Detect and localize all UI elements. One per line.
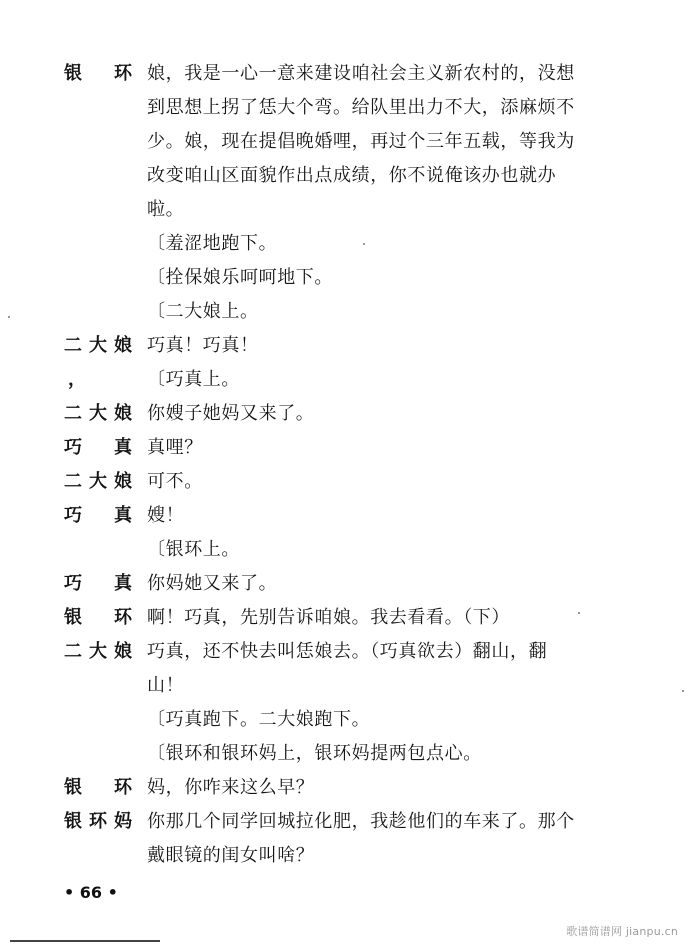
script-line <box>64 635 624 669</box>
dialogue-text: 真哩？ <box>147 437 203 458</box>
dialogue-text: 你嫂子她妈又来了。 <box>147 403 315 424</box>
speaker-name: ， <box>68 369 86 390</box>
footer-rule <box>10 940 160 942</box>
dialogue-text: 娘，我是一心一意来建设咱社会主义新农村的，没想 <box>147 63 575 84</box>
page-number: • 66 • <box>64 883 118 902</box>
script-line <box>64 465 624 499</box>
speaker-name: 二大娘 <box>64 471 132 492</box>
dialogue-text: 妈，你咋来这么早？ <box>147 777 315 798</box>
stage-direction-text: 〔羞涩地跑下。 <box>147 233 278 254</box>
script-line <box>64 57 624 91</box>
speaker-name: 银 环 <box>64 777 132 798</box>
script-line <box>64 125 624 159</box>
dialogue-text: 嫂！ <box>147 505 185 526</box>
stage-direction <box>64 737 624 771</box>
script-line <box>64 499 624 533</box>
scan-speck <box>578 612 580 614</box>
script-line <box>64 771 624 805</box>
dialogue-text: 戴眼镜的闺女叫啥？ <box>147 845 315 866</box>
speaker-name: 巧 真 <box>64 437 132 458</box>
dialogue-text: 可不。 <box>147 471 203 492</box>
play-script <box>64 57 624 873</box>
script-line <box>64 329 624 363</box>
scan-speck <box>682 690 684 692</box>
speaker-name: 二大娘 <box>64 335 132 356</box>
speaker-name: 银环妈 <box>64 811 132 832</box>
watermark: 歌谱简谱网 jianpu.cn <box>566 925 678 938</box>
dialogue-text: 到思想上拐了恁大个弯。给队里出力不大，添麻烦不 <box>147 97 575 118</box>
script-line <box>64 193 624 227</box>
speaker-name: 银 环 <box>64 63 132 84</box>
script-line <box>64 839 624 873</box>
script-line <box>64 397 624 431</box>
speaker-name: 银 环 <box>64 607 132 628</box>
script-line <box>64 601 624 635</box>
stage-direction-text: 〔巧真上。 <box>147 369 240 390</box>
dialogue-text: 少。娘，现在提倡晚婚哩，再过个三年五载，等我为 <box>147 131 575 152</box>
stage-direction <box>64 363 624 397</box>
stage-direction <box>64 261 624 295</box>
speaker-name: 巧 真 <box>64 505 132 526</box>
dialogue-text: 巧真！巧真！ <box>147 335 259 356</box>
stage-direction <box>64 703 624 737</box>
stage-direction-text: 〔银环和银环妈上，银环妈提两包点心。 <box>147 743 482 764</box>
speaker-name: 二大娘 <box>64 403 132 424</box>
script-line <box>64 91 624 125</box>
script-line <box>64 567 624 601</box>
dialogue-text: 你妈她又来了。 <box>147 573 278 594</box>
dialogue-text: 啊！巧真，先别告诉咱娘。我去看看。（下） <box>147 607 510 628</box>
stage-direction <box>64 227 624 261</box>
scan-speck <box>363 243 365 245</box>
stage-direction-text: 〔拴保娘乐呵呵地下。 <box>147 267 333 288</box>
dialogue-text: 巧真，还不快去叫恁娘去。（巧真欲去）翻山，翻 <box>147 641 548 662</box>
dialogue-text: 你那几个同学回城拉化肥，我趁他们的车来了。那个 <box>147 811 575 832</box>
speaker-name: 二大娘 <box>64 641 132 662</box>
dialogue-text: 改变咱山区面貌作出点成绩，你不说俺该办也就办 <box>147 165 557 186</box>
stage-direction <box>64 295 624 329</box>
scan-speck <box>8 316 10 318</box>
dialogue-text: 山！ <box>147 675 185 696</box>
script-line <box>64 669 624 703</box>
stage-direction <box>64 533 624 567</box>
script-line <box>64 159 624 193</box>
speaker-name: 巧 真 <box>64 573 132 594</box>
script-line <box>64 805 624 839</box>
stage-direction-text: 〔二大娘上。 <box>147 301 259 322</box>
stage-direction-text: 〔巧真跑下。二大娘跑下。 <box>147 709 371 730</box>
stage-direction-text: 〔银环上。 <box>147 539 240 560</box>
script-line <box>64 431 624 465</box>
dialogue-text: 啦。 <box>147 199 185 220</box>
